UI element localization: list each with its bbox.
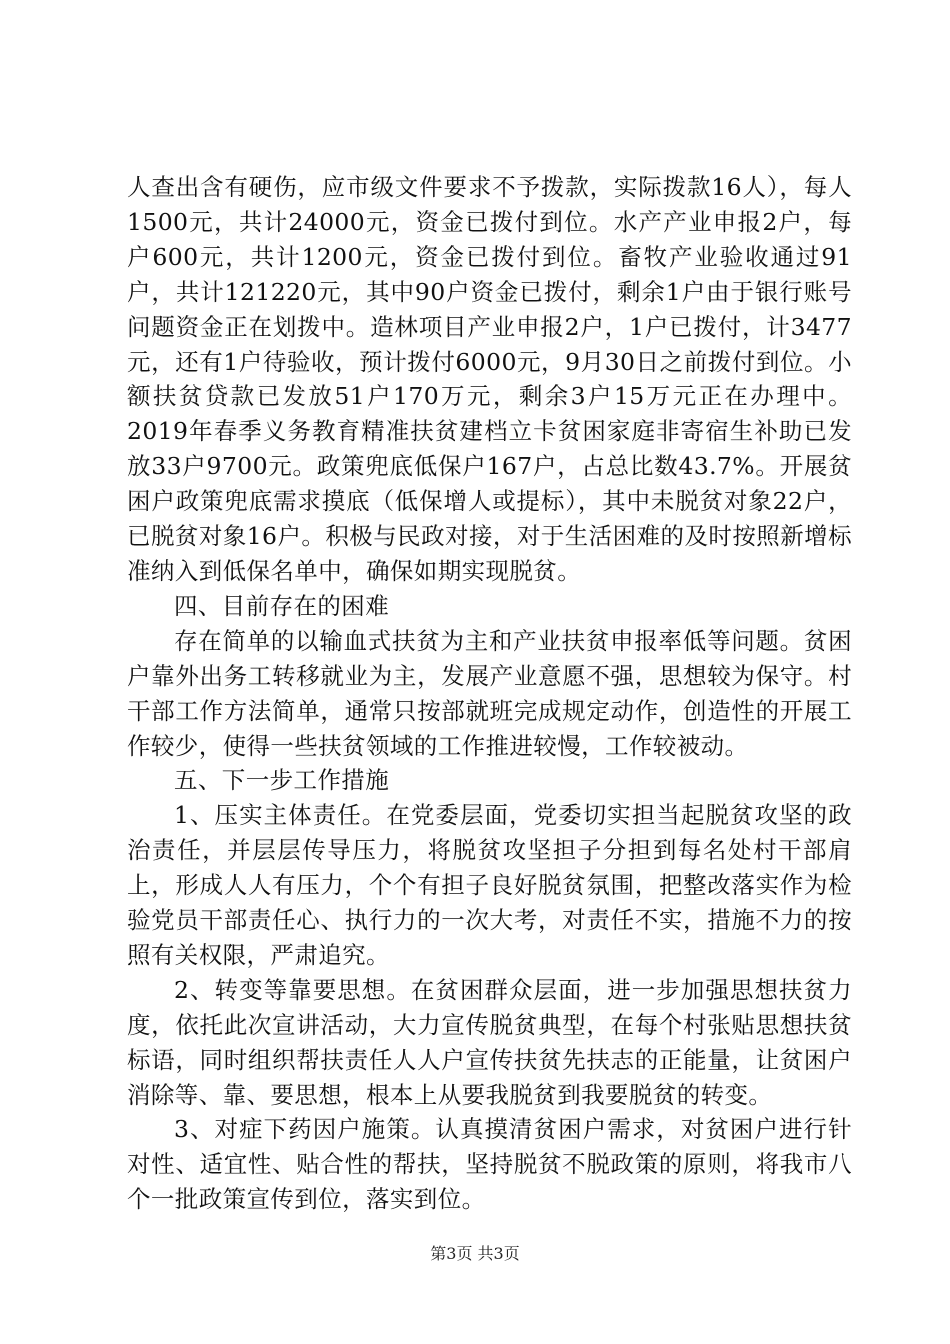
page-number-footer: 第3页 共3页 <box>430 1244 520 1263</box>
paragraph-measure-3: 3、对症下药因户施策。认真摸清贫困户需求，对贫困户进行针对性、适宜性、贴合性的帮扶，坚持脱贫不脱政策的原则，将我市八个一批政策宣传到位，落实到位。 <box>127 1115 852 1214</box>
paragraph-measure-1: 1、压实主体责任。在党委层面，党委切实担当起脱贫攻坚的政治责任，并层层传导压力，将脱贫攻坚担子分担到每名处村干部肩上，形成人人有压力，个个有担子良好脱贫氛围，把整改落实作为检验党员干部责任心、执行力的一次大考，对责任不实，措施不力的按照有关权限，严肃追究。 <box>127 801 852 969</box>
section-heading-next-steps: 五、下一步工作措施 <box>174 766 390 795</box>
section-heading-difficulties: 四、目前存在的困难 <box>174 591 390 620</box>
paragraph-funding-details: 人查出含有硬伤，应市级文件要求不予拨款，实际拨款16人），每人1500元，共计24000元，资金已拨付到位。水产产业申报2户，每户600元，共计1200元，资金已拨付到位。畜牧产业验收通过91户，共计121220元，其中90户资金已拨付，剩余1户由于银行账号问题资金正在划拨中。造林项目产业申报2户，1户已拨付，计3477元，还有1户待验收，预计拨付6000元，9月30日之前拨付到位。小额扶贫贷款已发放51户170万元，剩余3户15万元正在办理中。2019年春季义务教育精准扶贫建档立卡贫困家庭非寄宿生补助已发放33户9700元。政策兜底低保户167户，占总比数43.7%。开展贫困户政策兜底需求摸底（低保增人或提标），其中未脱贫对象22户，已脱贫对象16户。积极与民政对接，对于生活困难的及时按照新增标准纳入到低保名单中，确保如期实现脱贫。 <box>127 173 852 585</box>
paragraph-difficulties: 存在简单的以输血式扶贫为主和产业扶贫申报率低等问题。贫困户靠外出务工转移就业为主，发展产业意愿不强，思想较为保守。村干部工作方法简单，通常只按部就班完成规定动作，创造性的开展工作较少，使得一些扶贫领域的工作推进较慢，工作较被动。 <box>127 626 852 760</box>
document-body <box>127 170 852 1217</box>
paragraph-measure-2: 2、转变等靠要思想。在贫困群众层面，进一步加强思想扶贫力度，依托此次宣讲活动，大力宣传脱贫典型，在每个村张贴思想扶贫标语，同时组织帮扶责任人人户宣传扶贫先扶志的正能量，让贫困户消除等、靠、要思想，根本上从要我脱贫到我要脱贫的转变。 <box>127 975 852 1109</box>
